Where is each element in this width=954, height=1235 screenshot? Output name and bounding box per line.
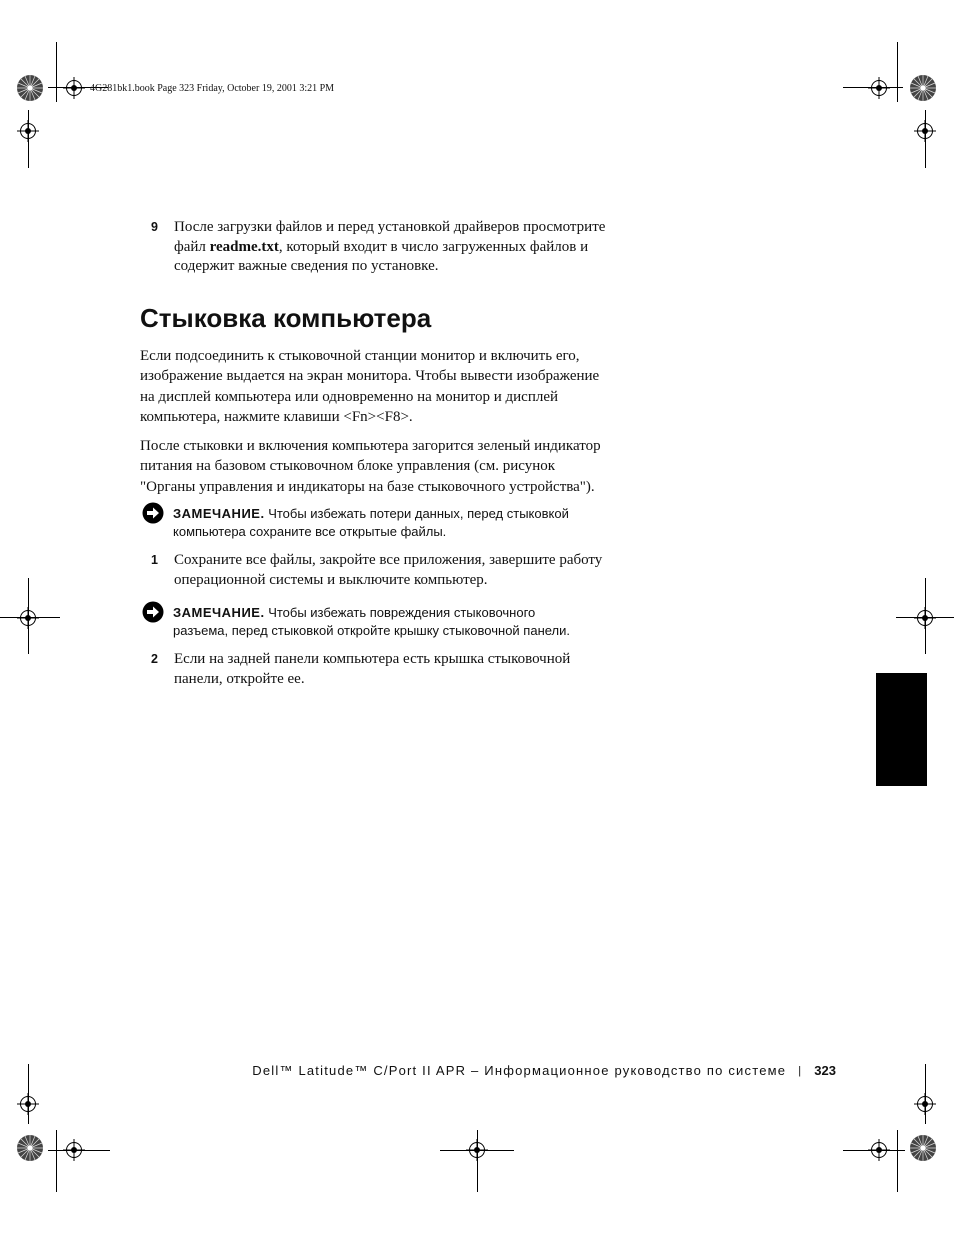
print-metadata-line: 4G281bk1.book Page 323 Friday, October 19, 2001 3:21 PM [90, 83, 335, 94]
step-line: файл readme.txt, который входит в число загруженных файлов и [174, 238, 589, 255]
filename-readme: readme.txt [209, 238, 279, 255]
step-number: 2 [151, 652, 158, 666]
para-line: изображение выдается на экран монитора. Чтобы вывести изображение [140, 368, 600, 384]
section-thumb-tab [876, 673, 927, 786]
step-2 [140, 650, 640, 689]
note-text: Чтобы избежать повреждения стыковочного [264, 605, 536, 620]
para-line: После стыковки и включения компьютера загорится зеленый индикатор [140, 437, 601, 454]
notice-arrow-icon [142, 502, 164, 524]
step-line: Если на задней панели компьютера есть крышка стыковочной [174, 651, 571, 667]
step-line: панели, откройте ее. [174, 670, 305, 687]
step-line: Сохраните все файлы, закройте все приложения, завершите работу [174, 552, 603, 568]
step-line: После загрузки файлов и перед установкой драйверов просмотрите [174, 219, 606, 235]
footer-title: Dell™ Latitude™ C/Port II APR – Информационное руководство по системе [252, 1063, 787, 1078]
note-open-cover [140, 604, 643, 639]
footer-separator: | [798, 1065, 803, 1077]
step-number: 1 [151, 553, 158, 567]
para-line: Если подсоединить к стыковочной станции монитор и включить его, [140, 347, 580, 364]
note-text: компьютера сохраните все открытые файлы. [173, 523, 447, 539]
page-content [140, 218, 640, 689]
para-line: на дисплей компьютера или одновременно на монитор и дисплей [140, 388, 559, 405]
step-number: 9 [151, 220, 158, 234]
para-line: питания на базовом стыковочном блоке управления (см. рисунок [140, 458, 556, 474]
step-line: содержит важные сведения по установке. [174, 258, 439, 274]
note-label: ЗАМЕЧАНИЕ. [173, 506, 265, 521]
page-footer [252, 1063, 836, 1078]
para-line: компьютера, нажмите клавиши <Fn><F8>. [140, 409, 413, 425]
note-label: ЗАМЕЧАНИЕ. [173, 605, 265, 620]
section-heading: Стыковка компьютера [140, 302, 432, 333]
step-9 [140, 218, 640, 277]
note-save-files [140, 505, 643, 540]
paragraph-indicator [140, 436, 625, 498]
page-number: 323 [814, 1063, 836, 1078]
note-text: Чтобы избежать потери данных, перед стыковкой [264, 506, 569, 521]
note-text: разъема, перед стыковкой откройте крышку стыковочной панели. [173, 622, 571, 638]
step-line: операционной системы и выключите компьютер. [174, 571, 488, 588]
para-line: "Органы управления и индикаторы на базе стыковочного устройства"). [140, 478, 595, 495]
step-1 [140, 551, 640, 590]
paragraph-monitor [140, 346, 625, 428]
notice-arrow-icon [142, 601, 164, 623]
